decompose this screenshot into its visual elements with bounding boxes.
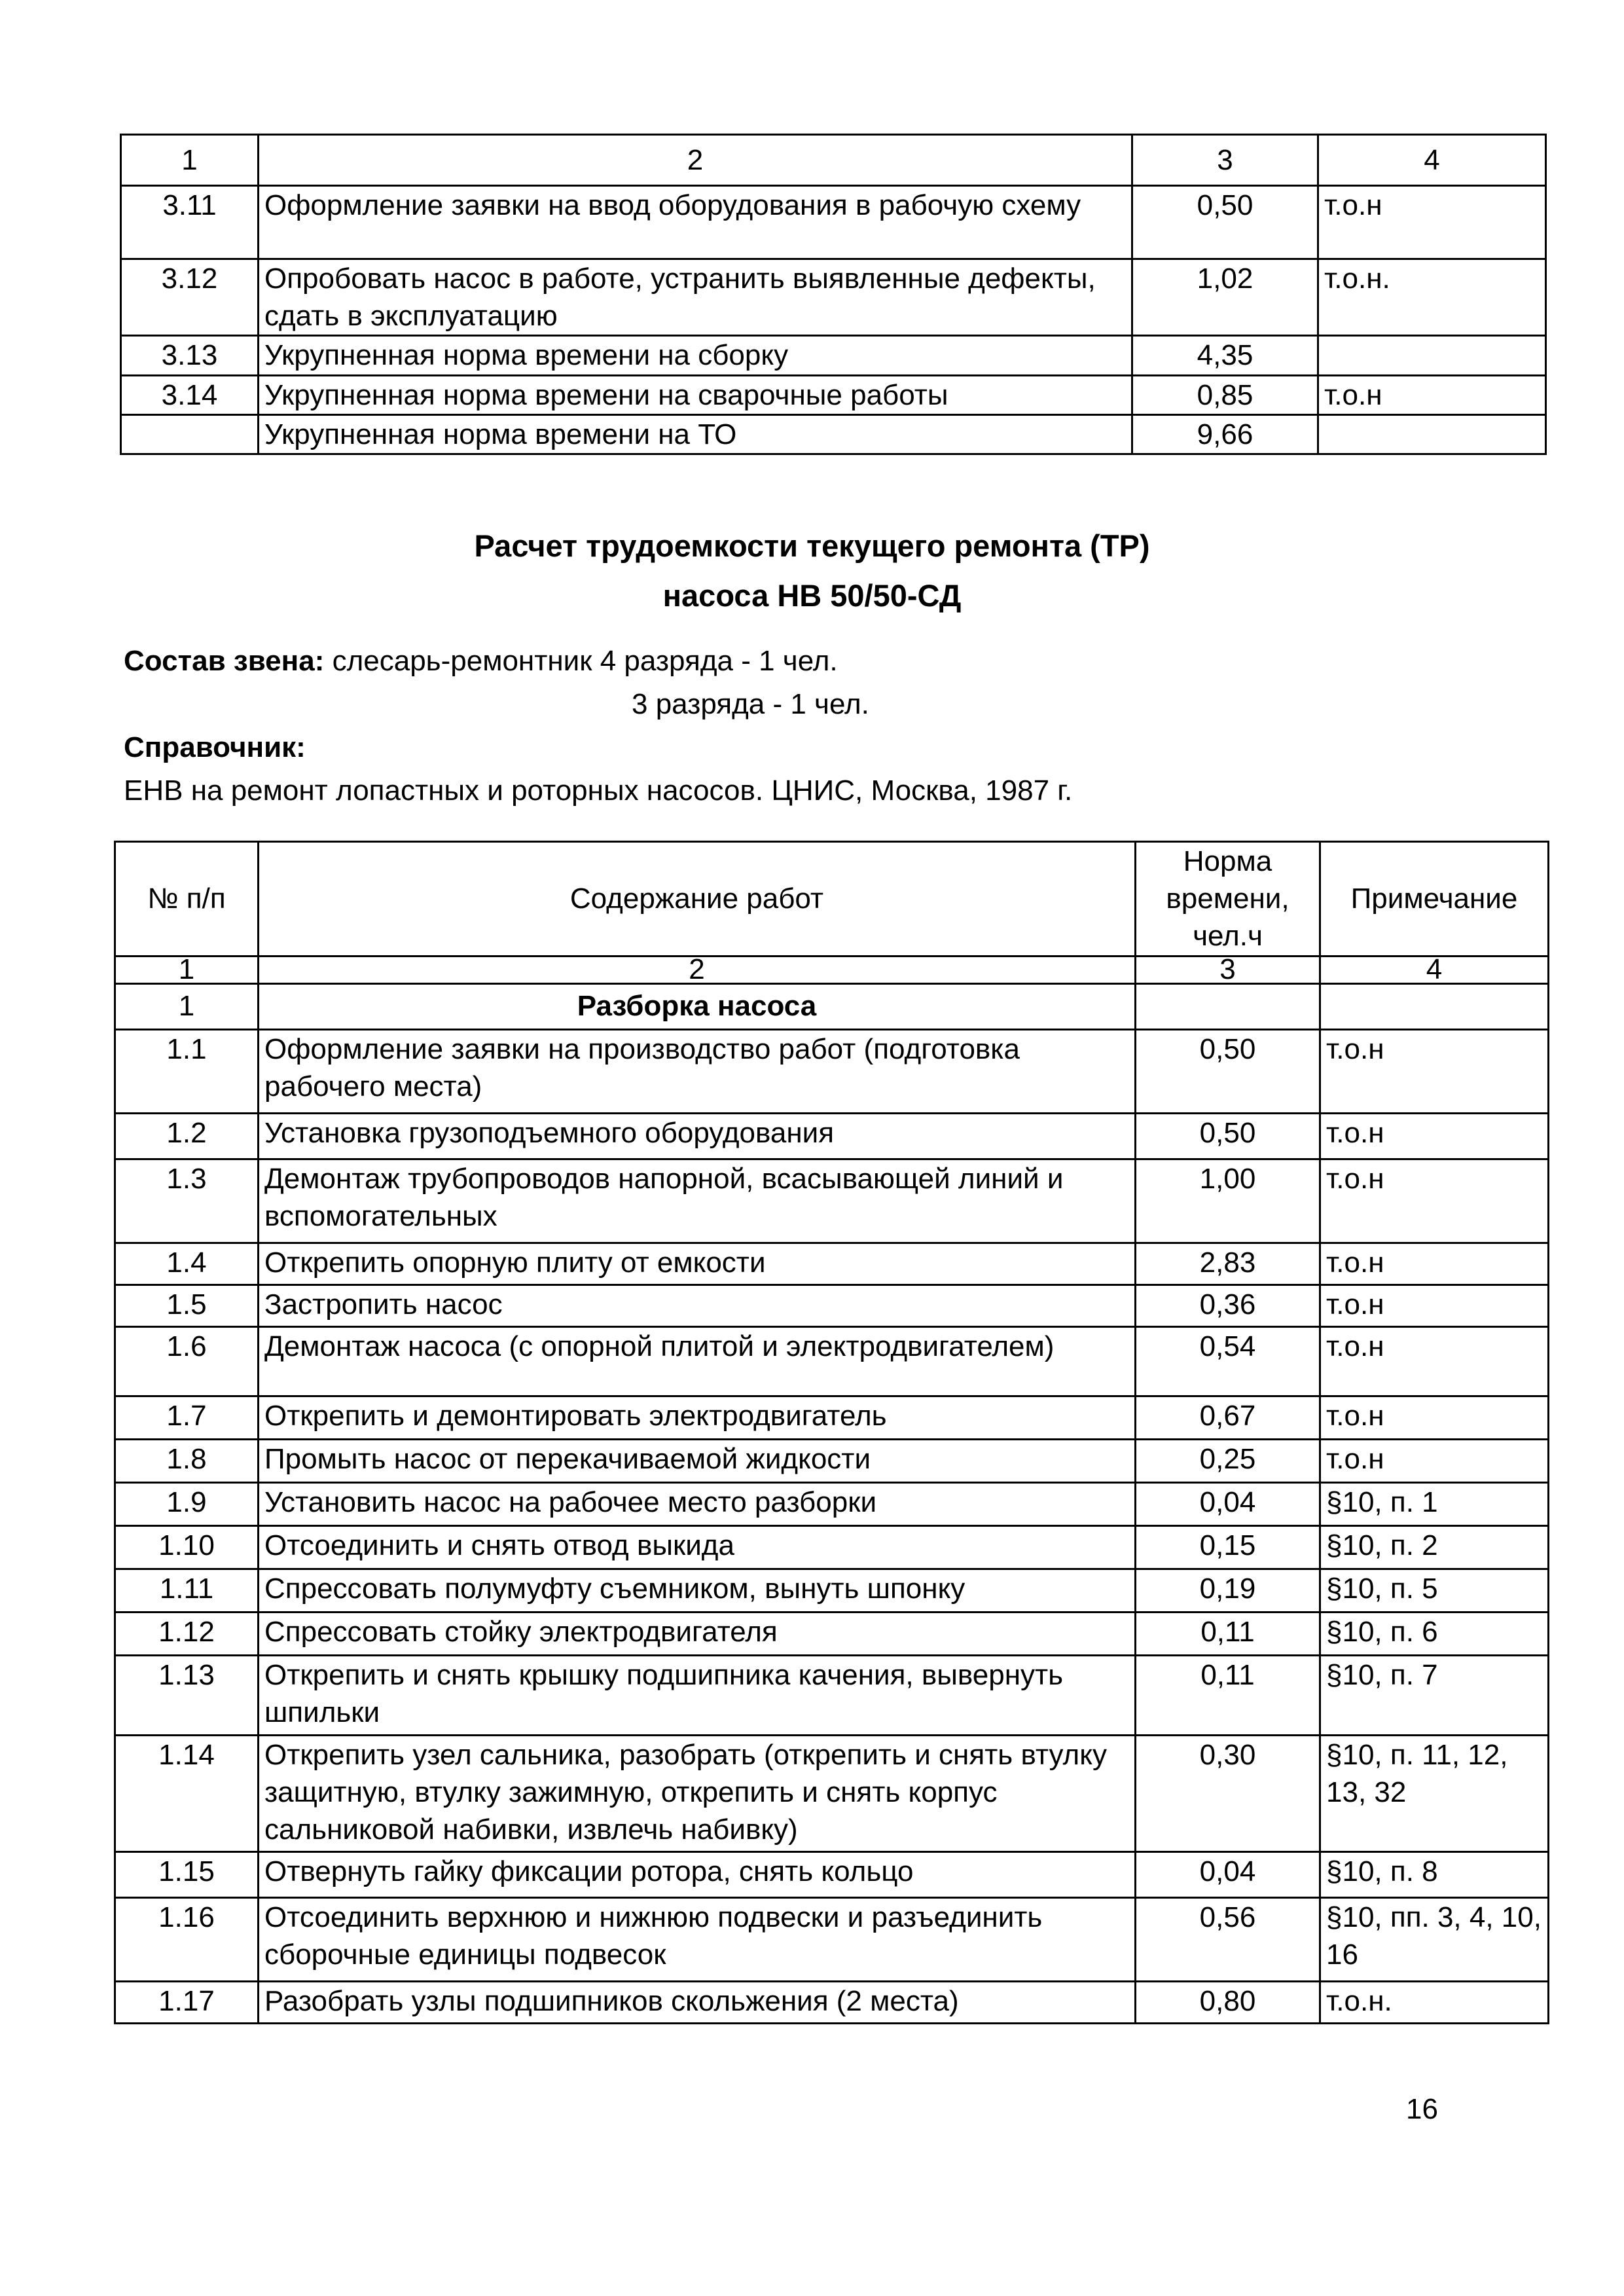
note: т.о.н (1320, 1396, 1549, 1439)
work-description: Спрессовать стойку электродвигателя (259, 1612, 1136, 1655)
row-number: 1.8 (115, 1439, 259, 1482)
table-row (115, 1569, 1549, 1612)
row-number: 1.9 (115, 1482, 259, 1525)
time-norm: 0,50 (1132, 186, 1318, 259)
work-description: Открепить узел сальника, разобрать (открепить и снять втулку защитную, втулку зажимную, открепить и снять корпус сальниковой набивки, извлечь набивку) (259, 1735, 1136, 1851)
row-number: 1.2 (115, 1113, 259, 1159)
table-row (115, 1897, 1549, 1981)
work-description: Демонтаж трубопроводов напорной, всасывающей линий и вспомогательных (259, 1159, 1136, 1243)
note: т.о.н (1320, 1439, 1549, 1482)
page-number: 16 (1406, 2093, 1438, 2125)
time-norm: 9,66 (1132, 414, 1318, 454)
header-norm: Норма времени, чел.ч (1136, 842, 1320, 957)
table-row (115, 1735, 1549, 1851)
time-norm: 4,35 (1132, 336, 1318, 375)
row-number: 1.7 (115, 1396, 259, 1439)
work-description: Оформление заявки на производство работ (подготовка рабочего места) (259, 1029, 1136, 1113)
row-number: 1.10 (115, 1525, 259, 1569)
section-number: 1 (115, 983, 259, 1029)
note: §10, п. 11, 12, 13, 32 (1320, 1735, 1549, 1851)
work-description: Отсоединить верхнюю и нижнюю подвески и разъединить сборочные единицы подвесок (259, 1897, 1136, 1981)
work-description: Отсоединить и снять отвод выкида (259, 1525, 1136, 1569)
note: §10, п. 6 (1320, 1612, 1549, 1655)
row-number: 1.14 (115, 1735, 259, 1851)
col-number: 3 (1132, 135, 1318, 186)
note: §10, п. 8 (1320, 1851, 1549, 1897)
empty-cell (1136, 983, 1320, 1029)
time-norm: 0,19 (1136, 1569, 1320, 1612)
header-num: № п/п (115, 842, 259, 957)
work-description: Укрупненная норма времени на сборку (259, 336, 1132, 375)
work-description: Опробовать насос в работе, устранить выявленные дефекты, сдать в эксплуатацию (259, 259, 1132, 336)
work-description: Промыть насос от перекачиваемой жидкости (259, 1439, 1136, 1482)
note: §10, пп. 3, 4, 10, 16 (1320, 1897, 1549, 1981)
work-description: Оформление заявки на ввод оборудования в рабочую схему (259, 186, 1132, 259)
table-row (115, 1612, 1549, 1655)
header-row (115, 842, 1549, 957)
time-norm: 0,80 (1136, 1981, 1320, 2023)
reference-label: Справочник: (124, 731, 306, 763)
crew-block (124, 640, 1072, 812)
table-row (115, 1326, 1549, 1396)
note: т.о.н (1320, 1243, 1549, 1285)
table-row (115, 1981, 1549, 2023)
crew-line-1 (124, 640, 1072, 683)
time-norm: 0,04 (1136, 1851, 1320, 1897)
section-title (0, 521, 1624, 621)
work-description: Открепить опорную плиту от емкости (259, 1243, 1136, 1285)
row-number: 1.3 (115, 1159, 259, 1243)
col-number: 2 (259, 135, 1132, 186)
col-number: 3 (1136, 956, 1320, 983)
time-norm: 0,25 (1136, 1439, 1320, 1482)
time-norm: 0,30 (1136, 1735, 1320, 1851)
table-row (115, 1851, 1549, 1897)
row-number: 1.5 (115, 1285, 259, 1326)
col-number: 1 (115, 956, 259, 983)
row-number: 1.16 (115, 1897, 259, 1981)
time-norm: 0,50 (1136, 1113, 1320, 1159)
work-description: Укрупненная норма времени на ТО (259, 414, 1132, 454)
labor-table (114, 841, 1549, 2024)
table-row (115, 1243, 1549, 1285)
title-line: Расчет трудоемкости текущего ремонта (ТР) (474, 528, 1150, 563)
row-number: 1.1 (115, 1029, 259, 1113)
work-description: Укрупненная норма времени на сварочные работы (259, 375, 1132, 414)
note (1318, 414, 1546, 454)
row-number: 1.11 (115, 1569, 259, 1612)
time-norm: 0,36 (1136, 1285, 1320, 1326)
work-description: Установить насос на рабочее место разборки (259, 1482, 1136, 1525)
note: §10, п. 7 (1320, 1655, 1549, 1735)
row-number: 1.12 (115, 1612, 259, 1655)
row-number: 1.4 (115, 1243, 259, 1285)
note: §10, п. 2 (1320, 1525, 1549, 1569)
section-row (115, 983, 1549, 1029)
note: т.о.н (1318, 186, 1546, 259)
row-number: 3.14 (121, 375, 259, 414)
note: т.о.н (1320, 1285, 1549, 1326)
table-row (115, 1113, 1549, 1159)
work-description: Отвернуть гайку фиксации ротора, снять кольцо (259, 1851, 1136, 1897)
empty-cell (1320, 983, 1549, 1029)
time-norm: 0,04 (1136, 1482, 1320, 1525)
time-norm: 0,54 (1136, 1326, 1320, 1396)
time-norm: 0,11 (1136, 1655, 1320, 1735)
row-number: 1.17 (115, 1981, 259, 2023)
time-norm: 1,00 (1136, 1159, 1320, 1243)
title-line: насоса НВ 50/50-СД (662, 578, 962, 613)
table-row (121, 336, 1546, 375)
time-norm: 0,85 (1132, 375, 1318, 414)
work-description: Открепить и демонтировать электродвигатель (259, 1396, 1136, 1439)
time-norm: 0,11 (1136, 1612, 1320, 1655)
note: т.о.н (1320, 1326, 1549, 1396)
note: т.о.н (1320, 1113, 1549, 1159)
table-row (115, 1396, 1549, 1439)
table-row (115, 1525, 1549, 1569)
col-number: 4 (1320, 956, 1549, 983)
col-number: 4 (1318, 135, 1546, 186)
work-description: Демонтаж насоса (с опорной плитой и электродвигателем) (259, 1326, 1136, 1396)
work-description: Открепить и снять крышку подшипника качения, вывернуть шпильки (259, 1655, 1136, 1735)
note: т.о.н (1320, 1029, 1549, 1113)
table-row (121, 414, 1546, 454)
table-row (115, 1285, 1549, 1326)
header-note: Примечание (1320, 842, 1549, 957)
table-row (115, 1029, 1549, 1113)
time-norm: 0,67 (1136, 1396, 1320, 1439)
note (1318, 336, 1546, 375)
table-row (121, 186, 1546, 259)
row-number: 1.15 (115, 1851, 259, 1897)
work-description: Разобрать узлы подшипников скольжения (2 места) (259, 1981, 1136, 2023)
row-number (121, 414, 259, 454)
note: т.о.н (1320, 1159, 1549, 1243)
table-row (121, 259, 1546, 336)
table-row (115, 1482, 1549, 1525)
time-norm: 1,02 (1132, 259, 1318, 336)
time-norm: 2,83 (1136, 1243, 1320, 1285)
row-number: 1.13 (115, 1655, 259, 1735)
table-row (115, 1439, 1549, 1482)
crew-text: слесарь-ремонтник 4 разряда - 1 чел. (324, 645, 838, 677)
time-norm: 0,50 (1136, 1029, 1320, 1113)
crew-label: Состав звена: (124, 645, 325, 677)
note: §10, п. 1 (1320, 1482, 1549, 1525)
time-norm: 0,56 (1136, 1897, 1320, 1981)
row-number: 3.12 (121, 259, 259, 336)
column-numbers-row (115, 956, 1549, 983)
note: т.о.н (1318, 375, 1546, 414)
note: т.о.н. (1318, 259, 1546, 336)
note: т.о.н. (1320, 1981, 1549, 2023)
table-row (115, 1655, 1549, 1735)
continuation-table (120, 134, 1547, 455)
time-norm: 0,15 (1136, 1525, 1320, 1569)
col-number: 2 (259, 956, 1136, 983)
row-number: 1.6 (115, 1326, 259, 1396)
col-number: 1 (121, 135, 259, 186)
row-number: 3.13 (121, 336, 259, 375)
column-numbers-row (121, 135, 1546, 186)
section-title: Разборка насоса (259, 983, 1136, 1029)
note: §10, п. 5 (1320, 1569, 1549, 1612)
table-row (115, 1159, 1549, 1243)
work-description: Установка грузоподъемного оборудования (259, 1113, 1136, 1159)
header-content: Содержание работ (259, 842, 1136, 957)
crew-line-2: 3 разряда - 1 чел. (632, 688, 869, 720)
work-description: Застропить насос (259, 1285, 1136, 1326)
table-row (121, 375, 1546, 414)
work-description: Спрессовать полумуфту съемником, вынуть шпонку (259, 1569, 1136, 1612)
row-number: 3.11 (121, 186, 259, 259)
reference-text: ЕНВ на ремонт лопастных и роторных насосов. ЦНИС, Москва, 1987 г. (124, 774, 1073, 807)
